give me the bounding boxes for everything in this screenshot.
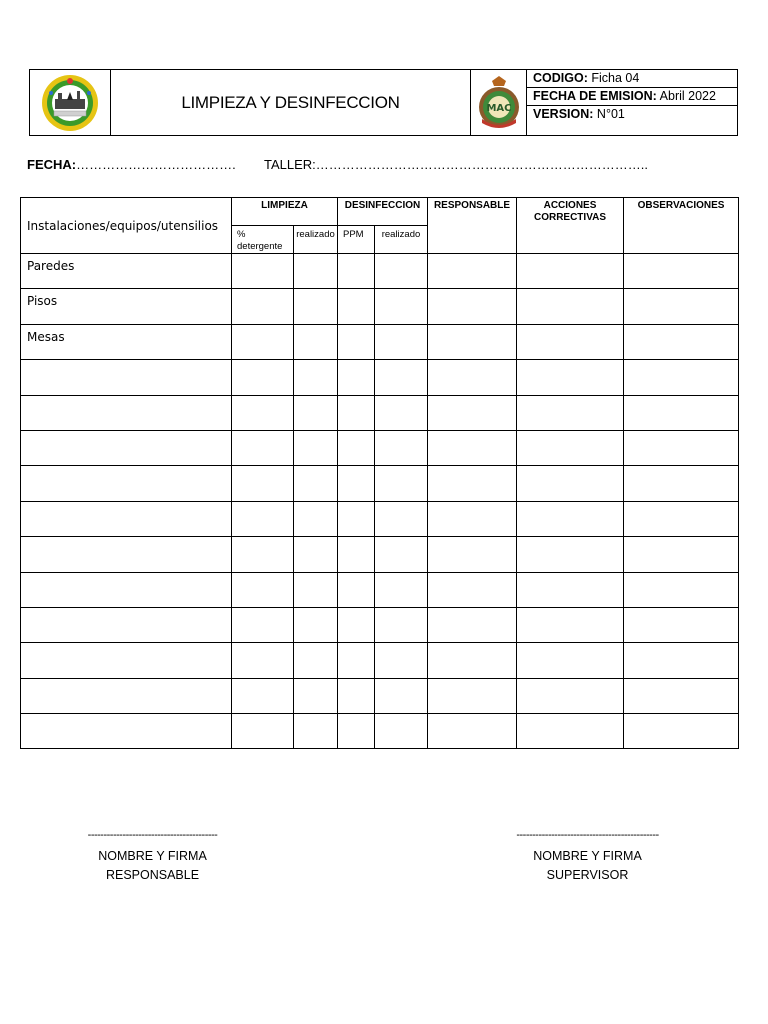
table-cell[interactable] — [232, 501, 294, 536]
table-cell[interactable] — [517, 607, 624, 642]
signature-supervisor — [495, 829, 680, 885]
header-responsable: RESPONSABLE — [428, 198, 517, 254]
signature-responsable — [60, 829, 245, 885]
logo-left — [30, 70, 111, 135]
table-cell[interactable] — [232, 360, 294, 395]
table-row — [21, 501, 739, 536]
table-cell[interactable] — [624, 501, 739, 536]
table-cell[interactable] — [624, 678, 739, 713]
table-cell[interactable] — [375, 324, 428, 359]
table-cell[interactable] — [232, 607, 294, 642]
table-cell[interactable] — [232, 289, 294, 324]
table-cell[interactable] — [375, 607, 428, 642]
table-cell[interactable] — [232, 572, 294, 607]
table-cell[interactable] — [232, 430, 294, 465]
row-label[interactable] — [21, 395, 232, 430]
signature-role-left: RESPONSABLE — [105, 868, 200, 882]
fecha-emision-row — [527, 88, 737, 106]
header-limpieza: LIMPIEZA — [232, 198, 338, 226]
table-cell[interactable] — [517, 395, 624, 430]
table-cell[interactable] — [517, 572, 624, 607]
table-cell[interactable] — [232, 714, 294, 749]
table-cell[interactable] — [428, 430, 517, 465]
table-cell[interactable] — [338, 501, 375, 536]
table-cell[interactable] — [624, 572, 739, 607]
signature-name-left: NOMBRE Y FIRMA — [98, 849, 207, 863]
header-item: Instalaciones/equipos/utensilios — [21, 198, 232, 254]
document-title: LIMPIEZA Y DESINFECCION — [111, 70, 471, 135]
table-cell[interactable] — [294, 254, 338, 289]
row-label[interactable] — [21, 430, 232, 465]
cleaning-log-table — [20, 197, 739, 749]
table-cell[interactable] — [517, 537, 624, 572]
table-cell[interactable] — [624, 466, 739, 501]
table-cell[interactable] — [294, 289, 338, 324]
table-cell[interactable] — [517, 430, 624, 465]
signature-role-right: SUPERVISOR — [546, 868, 629, 882]
table-cell[interactable] — [428, 360, 517, 395]
fecha-blank[interactable]: ………………………………. — [76, 157, 236, 172]
document-header — [29, 69, 738, 136]
taller-label: TALLER: — [264, 157, 316, 172]
table-row — [21, 714, 739, 749]
table-cell[interactable] — [517, 466, 624, 501]
table-cell[interactable] — [338, 395, 375, 430]
subheader-realizado-desinfeccion: realizado — [375, 226, 428, 254]
row-label[interactable] — [21, 643, 232, 678]
table-cell[interactable] — [294, 501, 338, 536]
table-row — [21, 643, 739, 678]
table-cell[interactable] — [428, 254, 517, 289]
table-cell[interactable] — [624, 324, 739, 359]
header-observaciones: OBSERVACIONES — [624, 198, 739, 254]
institution-seal-icon — [476, 75, 522, 131]
table-cell[interactable] — [375, 430, 428, 465]
row-label[interactable] — [21, 501, 232, 536]
table-row — [21, 324, 739, 359]
institution-emblem-icon — [39, 73, 101, 133]
table-cell[interactable] — [517, 289, 624, 324]
table-cell[interactable] — [375, 360, 428, 395]
table-row — [21, 607, 739, 642]
row-label[interactable]: Mesas — [21, 324, 232, 359]
table-cell[interactable] — [294, 430, 338, 465]
fecha-emision-value: Abril 2022 — [659, 89, 716, 103]
table-cell[interactable] — [338, 607, 375, 642]
table-row — [21, 678, 739, 713]
row-label[interactable]: Paredes — [21, 254, 232, 289]
table-cell[interactable] — [517, 501, 624, 536]
table-cell[interactable] — [294, 466, 338, 501]
table-cell[interactable] — [338, 678, 375, 713]
table-row — [21, 360, 739, 395]
subheader-detergente: % detergente — [232, 226, 294, 254]
table-cell[interactable] — [375, 572, 428, 607]
table-cell[interactable] — [375, 289, 428, 324]
table-cell[interactable] — [294, 678, 338, 713]
table-cell[interactable] — [232, 537, 294, 572]
table-cell[interactable] — [428, 289, 517, 324]
table-row — [21, 466, 739, 501]
header-acciones: ACCIONES CORRECTIVAS — [517, 198, 624, 254]
table-cell[interactable] — [232, 395, 294, 430]
codigo-value: Ficha 04 — [591, 71, 640, 85]
table-cell[interactable] — [517, 324, 624, 359]
table-cell[interactable] — [232, 254, 294, 289]
taller-blank[interactable]: ………………………………………………………………….. — [315, 157, 649, 172]
table-cell[interactable] — [624, 289, 739, 324]
version-row — [527, 106, 737, 123]
table-row — [21, 254, 739, 289]
row-label[interactable] — [21, 678, 232, 713]
table-row — [21, 430, 739, 465]
table-cell[interactable] — [624, 360, 739, 395]
table-cell[interactable] — [375, 254, 428, 289]
logo-right — [471, 70, 527, 135]
table-row — [21, 395, 739, 430]
table-cell[interactable] — [338, 360, 375, 395]
table-cell[interactable] — [294, 537, 338, 572]
table-cell[interactable] — [294, 324, 338, 359]
fecha-field[interactable] — [27, 157, 236, 172]
table-cell[interactable] — [428, 395, 517, 430]
table-cell[interactable] — [428, 572, 517, 607]
table-cell[interactable] — [624, 714, 739, 749]
table-cell[interactable] — [232, 324, 294, 359]
table-cell[interactable] — [517, 254, 624, 289]
table-cell[interactable] — [338, 254, 375, 289]
table-cell[interactable] — [338, 289, 375, 324]
table-cell[interactable] — [624, 395, 739, 430]
table-cell[interactable] — [517, 714, 624, 749]
table-cell[interactable] — [375, 714, 428, 749]
signature-line-left[interactable]: ----------------------------------------- — [87, 829, 218, 841]
table-cell[interactable] — [517, 643, 624, 678]
table-cell[interactable] — [338, 324, 375, 359]
table-cell[interactable] — [624, 607, 739, 642]
subheader-realizado-limpieza: realizado — [294, 226, 338, 254]
table-cell[interactable] — [428, 714, 517, 749]
fecha-emision-label: FECHA DE EMISION: — [533, 89, 657, 103]
table-cell[interactable] — [294, 643, 338, 678]
table-cell[interactable] — [338, 572, 375, 607]
table-cell[interactable] — [428, 678, 517, 713]
table-cell[interactable] — [232, 678, 294, 713]
table-cell[interactable] — [624, 254, 739, 289]
table-cell[interactable] — [375, 537, 428, 572]
table-cell[interactable] — [294, 714, 338, 749]
row-label[interactable] — [21, 537, 232, 572]
table-cell[interactable] — [375, 501, 428, 536]
row-label[interactable] — [21, 607, 232, 642]
table-cell[interactable] — [428, 643, 517, 678]
row-label[interactable] — [21, 714, 232, 749]
row-label[interactable] — [21, 466, 232, 501]
subheader-ppm: PPM — [338, 226, 375, 254]
table-cell[interactable] — [338, 537, 375, 572]
table-cell[interactable] — [624, 430, 739, 465]
table-cell[interactable] — [624, 643, 739, 678]
svg-text:MAC: MAC — [485, 102, 512, 114]
table-cell[interactable] — [294, 607, 338, 642]
row-label[interactable] — [21, 360, 232, 395]
table-cell[interactable] — [428, 537, 517, 572]
version-label: VERSION: — [533, 107, 594, 121]
version-value: N°01 — [596, 107, 625, 121]
table-cell[interactable] — [517, 678, 624, 713]
row-label[interactable] — [21, 572, 232, 607]
table-cell[interactable] — [294, 360, 338, 395]
table-cell[interactable] — [232, 466, 294, 501]
fecha-label: FECHA: — [27, 157, 77, 172]
table-cell[interactable] — [624, 537, 739, 572]
table-cell[interactable] — [428, 324, 517, 359]
signature-line-right[interactable]: --------------------------------------------- — [516, 829, 659, 841]
table-cell[interactable] — [338, 643, 375, 678]
table-cell[interactable] — [428, 466, 517, 501]
table-cell[interactable] — [428, 501, 517, 536]
row-label[interactable]: Pisos — [21, 289, 232, 324]
codigo-label: CODIGO: — [533, 71, 588, 85]
table-cell[interactable] — [232, 643, 294, 678]
header-desinfeccion: DESINFECCION — [338, 198, 428, 226]
table-cell[interactable] — [517, 360, 624, 395]
table-cell[interactable] — [294, 395, 338, 430]
table-cell[interactable] — [338, 714, 375, 749]
table-cell[interactable] — [375, 643, 428, 678]
table-row — [21, 537, 739, 572]
table-cell[interactable] — [428, 607, 517, 642]
table-cell[interactable] — [338, 466, 375, 501]
signature-name-right: NOMBRE Y FIRMA — [533, 849, 642, 863]
table-cell[interactable] — [375, 466, 428, 501]
table-cell[interactable] — [338, 430, 375, 465]
table-row — [21, 289, 739, 324]
document-meta — [527, 70, 737, 135]
table-row — [21, 572, 739, 607]
codigo-row — [527, 70, 737, 88]
table-cell[interactable] — [375, 395, 428, 430]
table-cell[interactable] — [375, 678, 428, 713]
taller-field[interactable] — [264, 157, 648, 172]
table-cell[interactable] — [294, 572, 338, 607]
